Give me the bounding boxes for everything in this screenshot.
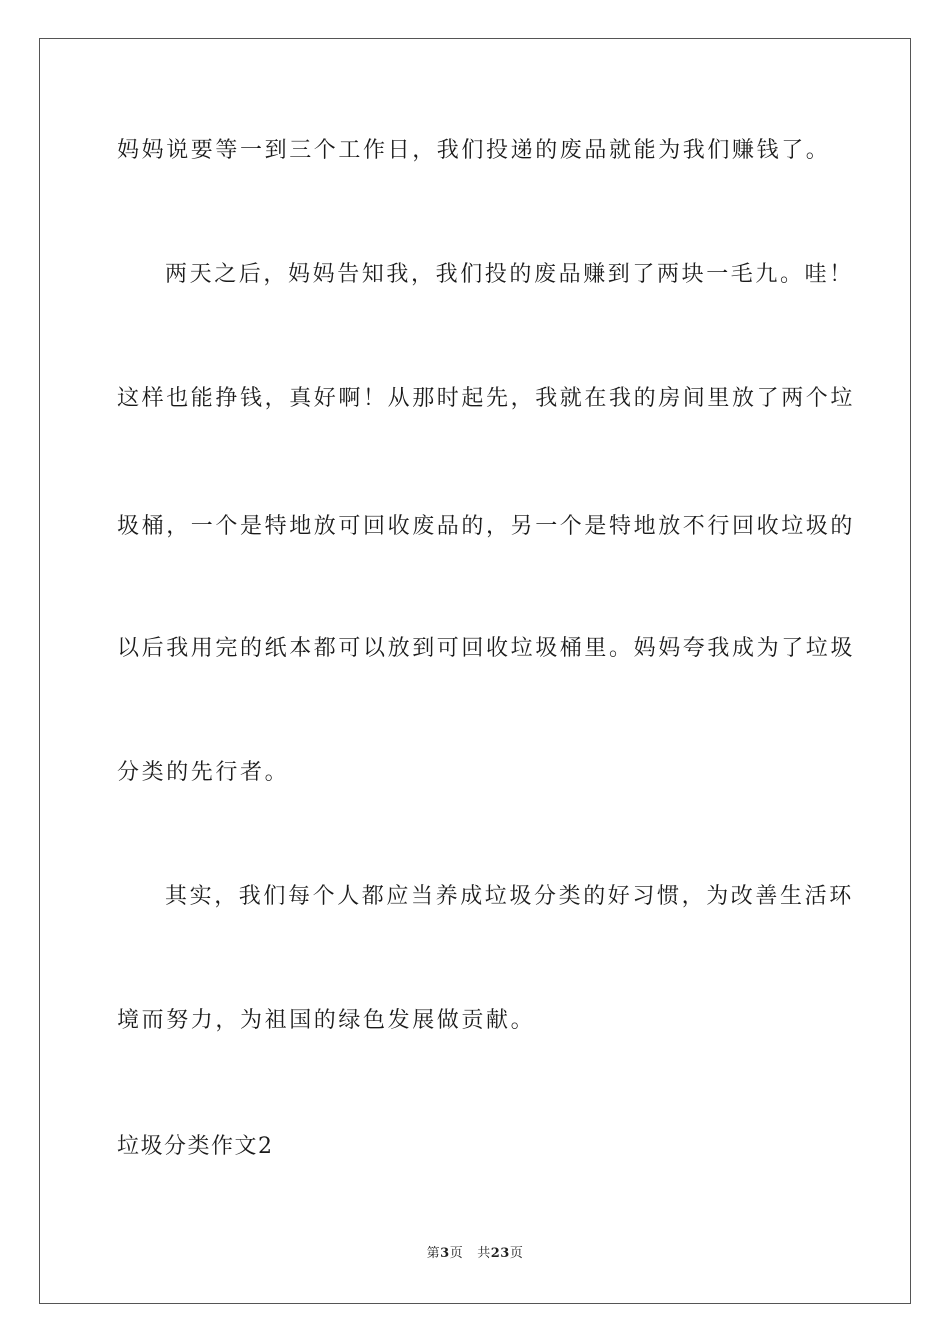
paragraph-2-line-3: 圾桶，一个是特地放可回收废品的，另一个是特地放不行回收垃圾的 — [117, 514, 856, 539]
footer-total-pages: 23 — [490, 1246, 510, 1261]
paragraph-2-line-4: 以后我用完的纸本都可以放到可回收垃圾桶里。妈妈夸我成为了垃圾 — [117, 636, 856, 661]
page-border — [39, 38, 911, 1304]
footer-total-prefix: 共 — [477, 1246, 491, 1261]
footer-total-suffix: 页 — [509, 1246, 524, 1261]
footer-page-prefix: 第 — [426, 1246, 441, 1261]
paragraph-2-line-5: 分类的先行者。 — [117, 760, 290, 785]
section-heading: 垃圾分类作文2 — [117, 1134, 274, 1159]
footer-page-suffix: 页 — [449, 1246, 464, 1261]
page-footer — [0, 1245, 950, 1263]
footer-page-number: 3 — [440, 1246, 450, 1261]
paragraph-2-line-2: 这样也能挣钱，真好啊！从那时起先，我就在我的房间里放了两个垃 — [117, 386, 856, 411]
paragraph-3-line-1: 其实，我们每个人都应当养成垃圾分类的好习惯，为改善生活环 — [165, 884, 854, 909]
text-line-1: 妈妈说要等一到三个工作日，我们投递的废品就能为我们赚钱了。 — [117, 138, 831, 163]
paragraph-3-line-2: 境而努力，为祖国的绿色发展做贡献。 — [117, 1008, 536, 1033]
paragraph-2-line-1: 两天之后，妈妈告知我，我们投的废品赚到了两块一毛九。哇！ — [165, 262, 854, 287]
